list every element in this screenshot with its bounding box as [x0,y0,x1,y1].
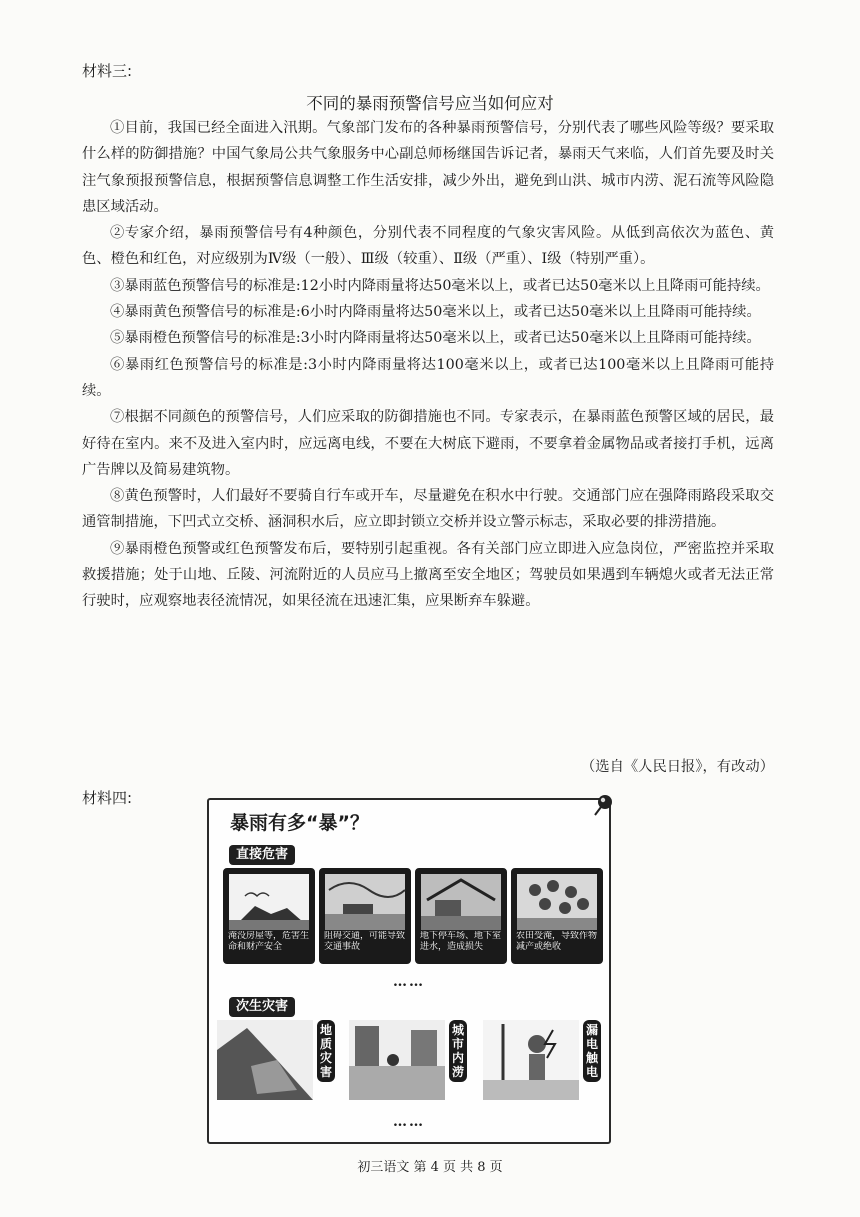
landslide-icon [217,1020,313,1100]
paragraph-3: ③暴雨蓝色预警信号的标准是:12小时内降雨量将达50毫米以上，或者已达50毫米以上且降雨可能持续。 [110,277,770,294]
secondary-item-electric-shock [483,1020,601,1102]
infographic-title: 暴雨有多“暴”？ [230,812,369,834]
paragraph-7: ⑦根据不同颜色的预警信号，人们应采取的防御措施也不同。专家表示，在暴雨蓝色预警区域的居民，最好待在室内。来不及进入室内时，应远离电线，不要在大树底下避雨，不要拿着金属物品或者接打手机，远离广告牌以及简易建筑物。 [82,409,774,478]
paragraph-8: ⑧黄色预警时，人们最好不要骑自行车或开车，尽量避免在积水中行驶。交通部门应在强降雨路段采取交通管制措施，下凹式立交桥、涵洞积水后，应立即封锁立交桥并设立警示标志，采取必要的排涝措施。 [82,488,774,531]
panel-flooded-farm [511,868,603,964]
paragraph-9: ⑨暴雨橙色预警或红色预警发布后，要特别引起重视。各有关部门应立即进入应急岗位，严密监控并采取救援措施；处于山地、丘陵、河流附近的人员应马上撤离至安全地区；驾驶员如果遇到车辆熄火或者无法正常行驶时，应观察地表径流情况，如果径流在迅速汇集，应果断弃车躲避。 [82,540,774,610]
rainstorm-infographic [207,798,611,1144]
secondary-item-label: 城市内涝 [449,1020,467,1082]
paragraph-5: ⑤暴雨橙色预警信号的标准是:3小时内降雨量将达50毫米以上，或者已达50毫米以上且降雨可能持续。 [110,330,761,347]
material-3-label: 材料三: [82,62,133,80]
panel-caption: 农田受淹，导致作物减产或绝收 [516,931,598,952]
ellipsis-secondary: …… [393,1114,425,1130]
panel-caption: 淹没房屋等，危害生命和财产安全 [228,931,310,952]
panel-flooded-house [223,868,315,964]
article-body [82,115,774,615]
panel-flooded-garage [415,868,507,964]
secondary-item-urban-flood [349,1020,467,1102]
paragraph-6: ⑥暴雨红色预警信号的标准是:3小时内降雨量将达100毫米以上，或者已达100毫米以上且降雨可能持续。 [82,356,774,399]
paragraph-4: ④暴雨黄色预警信号的标准是:6小时内降雨量将达50毫米以上，或者已达50毫米以上且降雨可能持续。 [110,304,761,321]
material-4-label: 材料四: [82,789,133,807]
panel-caption: 地下停车场、地下室进水，造成损失 [420,931,502,952]
page-footer: 初三语文 第 4 页 共 8 页 [357,1160,503,1175]
direct-harm-panels [223,868,597,964]
secondary-item-landslide [217,1020,335,1102]
paragraph-2: ②专家介绍，暴雨预警信号有4种颜色，分别代表不同程度的气象灾害风险。从低到高依次为蓝色、黄色、橙色和红色，对应级别为Ⅳ级（一般）、Ⅲ级（较重）、Ⅱ级（严重）、Ⅰ级（特别严重）。 [82,225,774,268]
article-source: （选自《人民日报》，有改动） [580,759,774,775]
electric-shock-icon [483,1020,579,1100]
direct-harm-tag: 直接危害 [229,845,295,865]
ellipsis-direct: …… [393,974,425,990]
urban-flood-icon [349,1020,445,1100]
secondary-item-label: 地质灾害 [317,1020,335,1082]
secondary-disaster-tag: 次生灾害 [229,997,295,1017]
secondary-item-label: 漏电触电 [583,1020,601,1082]
panel-flooded-road [319,868,411,964]
panel-caption: 阻碍交通，可能导致交通事故 [324,931,406,952]
article-title: 不同的暴雨预警信号应当如何应对 [306,94,554,113]
pushpin-icon [591,792,617,818]
paragraph-1: ①目前，我国已经全面进入汛期。气象部门发布的各种暴雨预警信号，分别代表了哪些风险等级？要采取什么样的防御措施？中国气象局公共气象服务中心副总师杨继国告诉记者，暴雨天气来临，人们首先要及时关注气象预报预警信息，根据预警信息调整工作生活安排，减少外出，避免到山洪、城市内涝、泥石流等风险隐患区域活动。 [82,120,774,215]
